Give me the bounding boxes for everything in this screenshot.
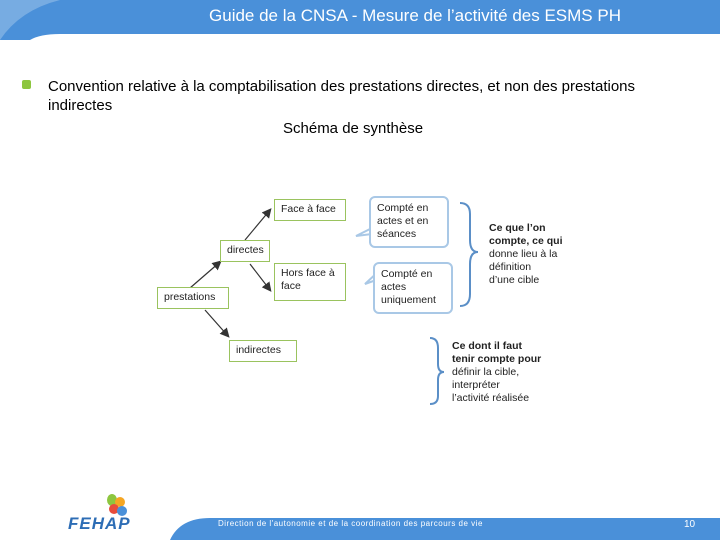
- note2-line-5: l’activité réalisée: [452, 392, 530, 404]
- callout-actes-seances: [369, 196, 449, 248]
- node-hors-face-a-face: [274, 263, 346, 301]
- note-ce-que-lon-compte: [489, 222, 569, 287]
- note2-line-3: définir la cible,: [452, 366, 520, 378]
- note2-line-4: interpréter: [452, 379, 500, 391]
- note1-line-4: définition: [489, 261, 532, 273]
- callout2-line-3: uniquement: [381, 294, 436, 306]
- node-hors-face-line-2: face: [281, 280, 301, 292]
- callout2-line-2: actes: [381, 281, 407, 293]
- callout1-line-2: actes et en: [377, 215, 429, 227]
- fehap-logo: [60, 492, 170, 536]
- note1-line-5: d’une cible: [489, 274, 540, 286]
- note-ce-dont-il-faut-tenir-compte: [452, 340, 562, 405]
- note1-line-1: Ce que l’on: [489, 222, 546, 234]
- page-header-title: Guide de la CNSA - Mesure de l’activité des ESMS PH: [209, 6, 621, 25]
- callout-actes-uniquement: [373, 262, 453, 314]
- node-directes: directes: [220, 240, 270, 262]
- note1-line-3: donne lieu à la: [489, 248, 558, 260]
- callout1-line-1: Compté en: [377, 202, 429, 214]
- logo-text: FEHAP: [68, 514, 131, 533]
- footer-text: Direction de l'autonomie et de la coordination des parcours de vie: [218, 519, 483, 528]
- diagram-subtitle: Schéma de synthèse: [283, 120, 424, 137]
- intro-text: Convention relative à la comptabilisation des prestations directes, et non des prestations indirectes: [48, 78, 635, 114]
- note1-line-2: compte, ce qui: [489, 235, 563, 247]
- node-face-a-face: Face à face: [274, 199, 346, 221]
- callout2-line-1: Compté en: [381, 268, 433, 280]
- page-number: 10: [684, 519, 696, 530]
- node-indirectes: indirectes: [229, 340, 297, 362]
- note2-line-2: tenir compte pour: [452, 353, 542, 365]
- node-prestations: prestations: [157, 287, 229, 309]
- note2-line-1: Ce dont il faut: [452, 340, 522, 352]
- callout1-line-3: séances: [377, 228, 417, 240]
- node-hors-face-line-1: Hors face à: [281, 267, 335, 279]
